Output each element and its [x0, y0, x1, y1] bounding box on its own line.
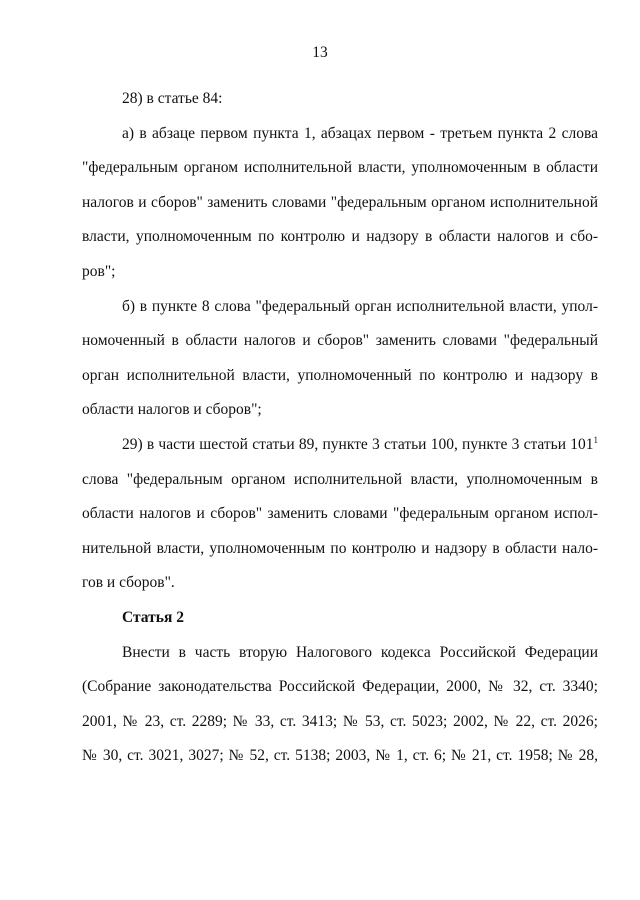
- document-body: [82, 82, 598, 774]
- item-29-line-1-text: 29) в части шестой статьи 89, пункте 3 статьи 100, пункте 3 статьи 101: [122, 435, 594, 453]
- item-29-line-3: области налогов и сборов" заменить словами "федеральным органом испол-: [82, 505, 598, 523]
- article-2-line-1: Внести в часть вторую Налогового кодекса Российской Федерации: [122, 643, 598, 661]
- page-number: 13: [312, 44, 328, 61]
- item-28a-line-5: ров";: [82, 262, 116, 280]
- item-28-heading: 28) в статье 84:: [122, 90, 223, 107]
- item-28b-line-4: области налогов и сборов";: [82, 401, 262, 419]
- item-28a-line-4: власти, уполномоченным по контролю и надзору в области налогов и сбо-: [82, 228, 598, 246]
- article-2-line-4: № 30, ст. 3021, 3027; № 52, ст. 5138; 2003, № 1, ст. 6; № 21, ст. 1958; № 28,: [82, 747, 598, 765]
- item-28b-line-2: номоченный в области налогов и сборов" заменить словами "федеральный: [82, 332, 598, 350]
- article-heading: Статья 2: [122, 608, 184, 626]
- item-28a-line-3: налогов и сборов" заменить словами "федеральным органом исполнительной: [82, 193, 598, 211]
- item-28b-line-3: орган исполнительной власти, уполномоченный по контролю и надзору в: [82, 366, 598, 384]
- item-29-line-4: нительной власти, уполномоченным по контролю и надзору в области нало-: [82, 539, 598, 557]
- item-29-line-1: [82, 428, 598, 463]
- item-28a-line-1: а) в абзаце первом пункта 1, абзацах первом - третьем пункта 2 слова: [122, 124, 598, 142]
- item-29-line-2: слова "федеральным органом исполнительной власти, уполномоченным в: [82, 470, 598, 488]
- article-2-line-2: (Собрание законодательства Российской Федерации, 2000, № 32, ст. 3340;: [82, 678, 598, 696]
- superscript-footnote: 1: [593, 434, 598, 445]
- article-2-line-3: 2001, № 23, ст. 2289; № 33, ст. 3413; № 53, ст. 5023; 2002, № 22, ст. 2026;: [82, 712, 598, 730]
- item-28a-line-2: "федеральным органом исполнительной власти, уполномоченным в области: [82, 159, 598, 177]
- item-28b-line-1: б) в пункте 8 слова "федеральный орган исполнительной власти, упол-: [122, 297, 598, 315]
- item-29-line-5: гов и сборов".: [82, 574, 175, 592]
